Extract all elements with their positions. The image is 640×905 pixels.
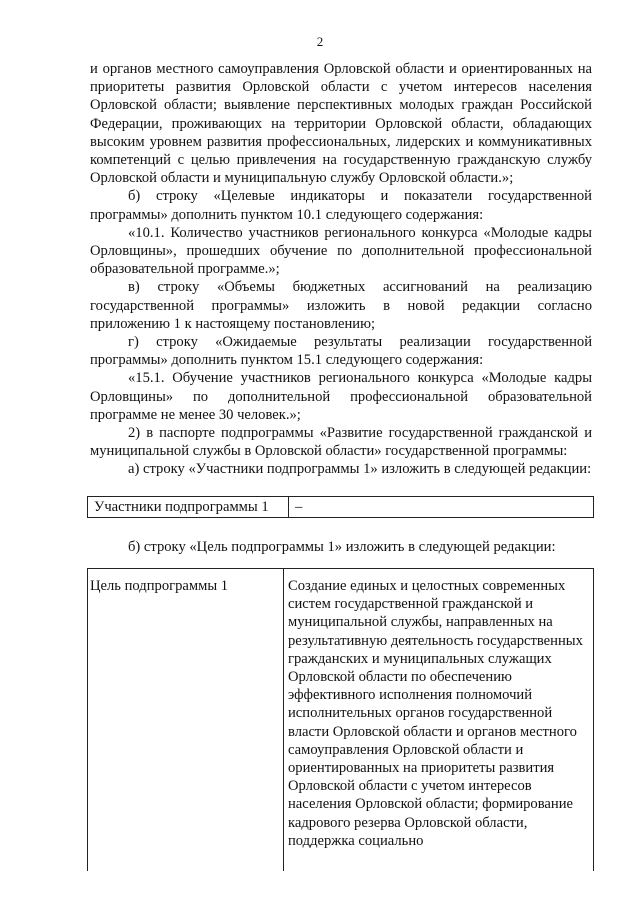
paragraph-item-v: в) строку «Объемы бюджетных ассигнований на реализацию государственной программы» изложить в новой редакции согласно приложению 1 к настоящему постановлению;	[90, 279, 592, 332]
paragraph-point-15-1: «15.1. Обучение участников регионального конкурса «Молодые кадры Орловщины» по дополнительной профессиональной образовательной программе не менее 30 человек.»;	[90, 370, 592, 423]
table-row	[88, 497, 594, 518]
participants-value-cell: –	[289, 497, 594, 518]
goal-table	[87, 568, 594, 871]
page-number: 2	[316, 34, 324, 49]
document-body	[90, 60, 592, 479]
goal-value-cell: Создание единых и целостных современных систем государственной гражданской и муниципальной службы, направленных на результативную деятельность государственных гражданских и муниципальных служащих Орловской области по обеспечению эффективного исполнения полномочий исполнительных органов государственной власти Орловской области и органов местного самоуправления Орловской области и ориентированных на приоритеты развития Орловской области с учетом интересов населения Орловской области; формирование кадрового резерва Орловской области, поддержка социально	[284, 569, 594, 872]
participants-label-cell: Участники подпрограммы 1	[88, 497, 289, 518]
table-row	[88, 569, 594, 872]
paragraph-point-10-1: «10.1. Количество участников регионального конкурса «Молодые кадры Орловщины», прошедших обучение по дополнительной профессиональной образовательной программе.»;	[90, 224, 592, 278]
goal-label-cell: Цель подпрограммы 1	[88, 569, 284, 872]
paragraph-item-2: 2) в паспорте подпрограммы «Развитие государственной гражданской и муниципальной службы в Орловской области» государственной программы:	[90, 425, 592, 460]
paragraph-continuation: и органов местного самоуправления Орловской области и ориентированных на приоритеты развития Орловской области с учетом интересов населения Орловской области; выявление перспективных молодых граждан Российской Федерации, проживающих на территории Орловской области, обладающих высоким уровнем развития профессиональных, лидерских и коммуникативных компетенций с целью привлечения на государственную гражданскую службу Орловской области и муниципальную службу Орловской области.»;	[90, 61, 592, 187]
paragraph-item-a: а) строку «Участники подпрограммы 1» изложить в следующей редакции:	[128, 461, 592, 478]
participants-table	[87, 496, 594, 518]
paragraph-item-b: б) строку «Целевые индикаторы и показатели государственной программы» дополнить пунктом 10.1 следующего содержания:	[90, 188, 592, 223]
paragraph-item-g: г) строку «Ожидаемые результаты реализации государственной программы» дополнить пунктом 15.1 следующего содержания:	[90, 334, 592, 369]
paragraph-item-b-goal: б) строку «Цель подпрограммы 1» изложить в следующей редакции:	[128, 539, 556, 555]
